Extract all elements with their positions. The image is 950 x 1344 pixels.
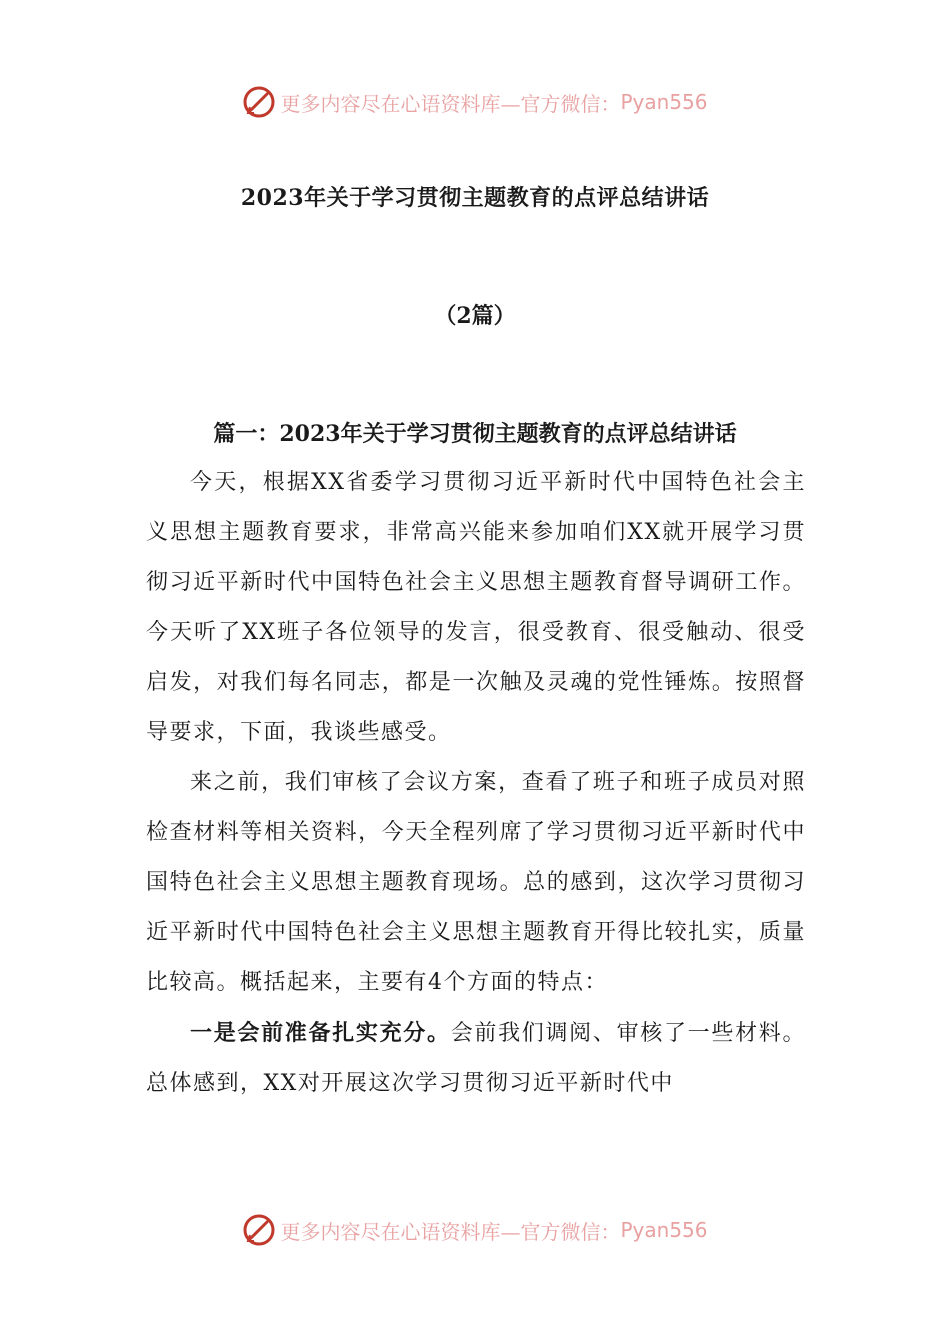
paragraph-2: 来之前，我们审核了会议方案，查看了班子和班子成员对照检查材料等相关资料，今天全程列席了学习贯彻习近平新时代中国特色社会主义思想主题教育现场。总的感到，这次学习贯彻习近平新时代中国特色社会主义思想主题教育开得比较扎实，质量比较高。概括起来，主要有4个方面的特点： [146,770,806,995]
point-1-text: 会前我们调阅、审核了一些材料。总体感到，XX对开展这次学习贯彻习近平新时代中 [146,1021,806,1096]
watermark-wechat-id: Pyan556 [620,1218,708,1242]
paragraph-point-1 [146,1008,806,1109]
watermark-wechat-id: Pyan556 [620,90,708,114]
watermark-banner-top [0,82,950,122]
watermark-text: 更多内容尽在心语资料库—官方微信： [280,91,621,116]
pen-logo-icon [242,85,276,119]
pen-logo-icon [242,1213,276,1247]
section-heading: 篇一：2023年关于学习贯彻主题教育的点评总结讲话 [213,421,737,447]
document-title: 2023年关于学习贯彻主题教育的点评总结讲话 [240,185,710,211]
point-1-heading: 一是会前准备扎实充分。 [190,1020,451,1046]
watermark-text: 更多内容尽在心语资料库—官方微信： [280,1219,621,1244]
paragraph-1: 今天，根据XX省委学习贯彻习近平新时代中国特色社会主义思想主题教育要求，非常高兴能来参加咱们XX就开展学习贯彻习近平新时代中国特色社会主义思想主题教育督导调研工作。今天听了XX班子各位领导的发言，很受教育、很受触动、很受启发，对我们每名同志，都是一次触及灵魂的党性锤炼。按照督导要求，下面，我谈些感受。 [146,470,806,745]
watermark-banner-bottom [0,1210,950,1250]
document-body [146,458,806,1109]
document-subtitle: （2篇） [434,303,516,329]
